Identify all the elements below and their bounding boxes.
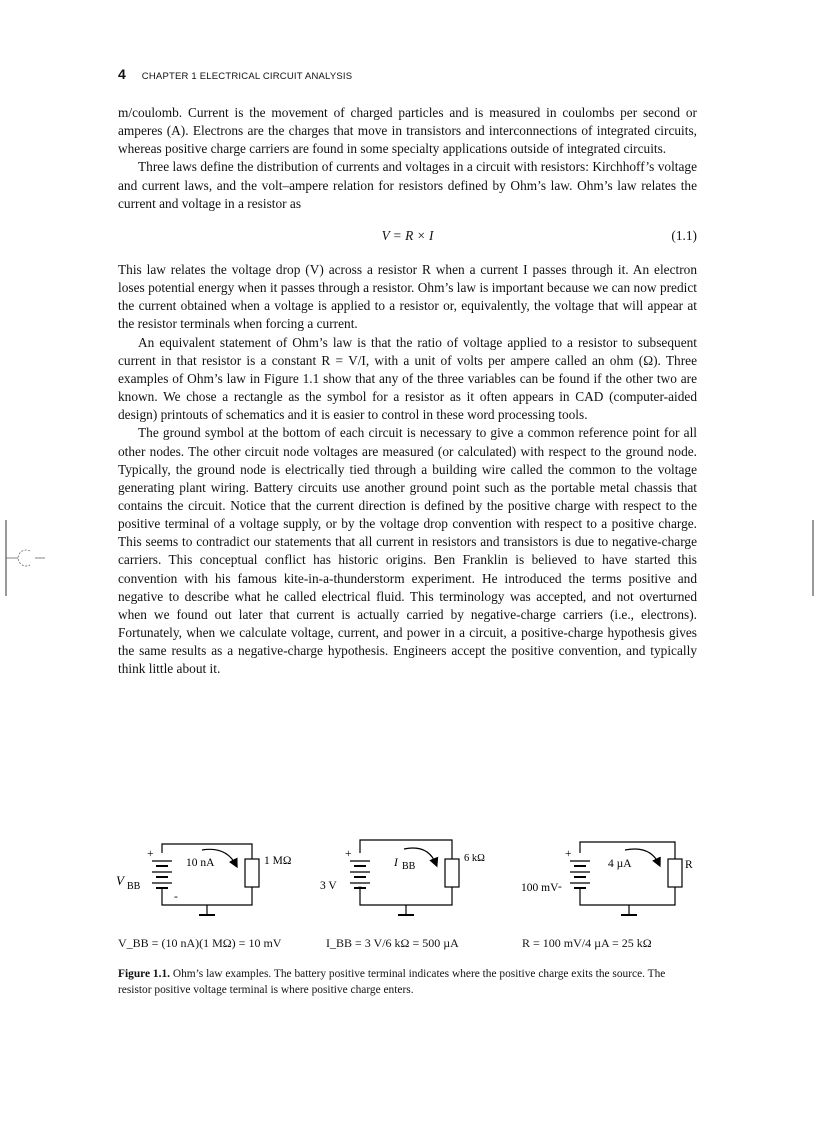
circuit-2 xyxy=(350,840,459,915)
circuit-3-minus: - xyxy=(558,881,562,893)
paragraph: An equivalent statement of Ohm’s law is that the ratio of voltage applied to a resistor to subsequent current in that resistor is a constant R = V/I, with a unit of volts per ampere called an ohm (Ω). Three examples of Ohm’s law in Figure 1.1 show that any of the three variables can be found if the other two are known. We chose a rectangle as the symbol for a resistor as it often appears in CAD (computer-aided design) printouts of schematics and it is easier to control in these word processing tools. xyxy=(118,334,697,423)
caption-label: Figure 1.1. xyxy=(118,968,170,980)
paragraph: Three laws define the distribution of currents and voltages in a circuit with resistors: Kirchhoff’s voltage and current laws, and the volt–ampere relation for resistors defined by Ohm’s law. Ohm’s law relates the current and voltage in a resistor as xyxy=(118,159,697,211)
crop-mark-icon xyxy=(808,520,816,600)
body-text xyxy=(118,104,697,679)
circuit-1-source-sub: BB xyxy=(127,881,141,892)
equation-number: (1.1) xyxy=(671,227,697,243)
caption-text: Ohm’s law examples. The battery positive terminal indicates where the positive charge exits the source. The resistor positive voltage terminal is where positive charge enters. xyxy=(118,968,666,996)
circuit-1 xyxy=(152,844,259,915)
figure-1-1 xyxy=(118,838,697,948)
figure-equation-3: R = 100 mV/4 µA = 25 kΩ xyxy=(522,936,652,950)
circuit-2-source-label: 3 V xyxy=(320,880,337,892)
circuit-1-minus: - xyxy=(174,891,178,903)
circuit-3-current-label: 4 µA xyxy=(608,858,632,870)
figure-caption xyxy=(118,966,697,998)
circuit-2-current-sub: BB xyxy=(402,861,416,872)
circuit-3 xyxy=(570,842,682,915)
running-title: CHAPTER 1 ELECTRICAL CIRCUIT ANALYSIS xyxy=(141,71,353,82)
figure-equations xyxy=(118,936,697,954)
equation xyxy=(118,227,697,245)
circuit-3-plus: + xyxy=(565,848,572,860)
circuit-1-current-label: 10 nA xyxy=(186,857,215,869)
circuit-1-source-label: V xyxy=(116,873,124,888)
circuit-2-minus: - xyxy=(358,881,362,893)
circuit-3-resistor-label: R xyxy=(685,859,693,871)
equation-expression: V = R × I xyxy=(381,227,434,243)
circuit-1-resistor-label: 1 MΩ xyxy=(264,855,292,867)
registration-mark-icon xyxy=(0,520,50,600)
circuit-2-current-label: I xyxy=(394,857,398,869)
circuit-1-plus: + xyxy=(147,848,154,860)
figure-equation-1: V_BB = (10 nA)(1 MΩ) = 10 mV xyxy=(118,936,282,950)
paragraph: The ground symbol at the bottom of each circuit is necessary to give a common reference point for all other nodes. The other circuit node voltages are measured (or calculated) with respect to the ground node. Typically, the ground node is electrically tied through a building wire called the common to the voltage generating plant wiring. Battery circuits use another ground point such as the portable metal chassis that contains the circuit. Notice that the current direction is defined by the positive charge with respect to the positive terminal of a voltage supply, or by the voltage drop convention with respect to a positive charge. This seems to contradict our statements that all current in resistors and transistors is due to negative-charge carriers. This conceptual conflict has historic origins. Ben Franklin is believed to have started this convention with his famous kite-in-a-thunderstorm experiment. He introduced the terms positive and negative to describe what he called electrical fluid. This terminology was accepted, and not overturned when we found out later that current is actually carried by negative-charge carriers (i.e., electrons). Fortunately, when we calculate voltage, current, and power in a circuit, a positive-charge hypothesis gives the same results as a negative-charge hypothesis. Engineers accept the positive convention, and typically think little about it. xyxy=(118,425,697,677)
circuit-diagrams xyxy=(118,838,697,934)
page-header xyxy=(118,66,352,86)
paragraph: This law relates the voltage drop (V) across a resistor R when a current I passes through it. An electron loses potential energy when it passes through a resistor. Ohm’s law is important because we can now predict the current obtained when a voltage is applied to a resistor or, equivalently, the voltage that will appear at the resistor terminals when forcing a current. xyxy=(118,261,697,332)
paragraph: m/coulomb. Current is the movement of charged particles and is measured in coulombs per second or amperes (A). Electrons are the charges that move in transistors and interconnections of integrated circuits, whereas positive charge carriers are found in some specialty applications outside of integrated circuits. xyxy=(118,105,697,157)
circuit-2-plus: + xyxy=(345,848,352,860)
circuit-3-source-label: 100 mV xyxy=(521,882,559,894)
circuit-2-resistor-label: 6 kΩ xyxy=(464,853,485,864)
page-number: 4 xyxy=(118,66,126,82)
figure-equation-2: I_BB = 3 V/6 kΩ = 500 µA xyxy=(326,936,459,950)
